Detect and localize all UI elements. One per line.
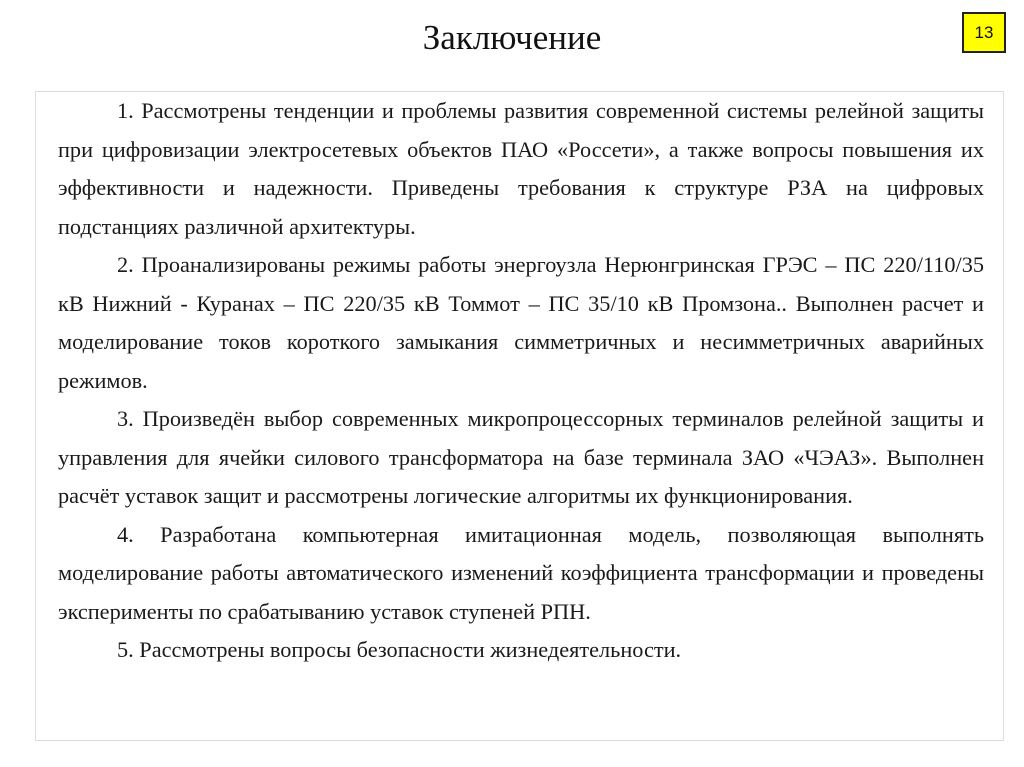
conclusion-list <box>58 92 984 670</box>
conclusion-item-1: 1. Рассмотрены тенденции и проблемы развития современной системы релейной защиты при цифровизации электросетевых объектов ПАО «Россети», а также вопросы повышения их эффективности и надежности. Приведены требования к структуре РЗА на цифровых подстанциях различной архитектуры. <box>58 98 984 239</box>
conclusion-item-2: 2. Проанализированы режимы работы энергоузла Нерюнгринская ГРЭС – ПС 220/110/35 кВ Нижний - Куранах – ПС 220/35 кВ Томмот – ПС 35/10 кВ Промзона.. Выполнен расчет и моделирование токов короткого замыкания симметричных и несимметричных аварийных режимов. <box>58 252 984 393</box>
conclusion-item-5: 5. Рассмотрены вопросы безопасности жизнедеятельности. <box>117 637 682 662</box>
slide-number-badge <box>962 12 1006 53</box>
slide-title: Заключение <box>422 18 602 57</box>
conclusion-item-4: 4. Разработана компьютерная имитационная модель, позволяющая выполнять моделирование работы автоматического изменений коэффициента трансформации и проведены эксперименты по срабатыванию уставок ступеней РПН. <box>58 521 984 624</box>
conclusion-item-3: 3. Произведён выбор современных микропроцессорных терминалов релейной защиты и управления для ячейки силового трансформатора на базе терминала ЗАО «ЧЭАЗ». Выполнен расчёт уставок защит и рассмотрены логические алгоритмы их функционирования. <box>58 406 984 508</box>
slide-number: 13 <box>974 22 994 42</box>
